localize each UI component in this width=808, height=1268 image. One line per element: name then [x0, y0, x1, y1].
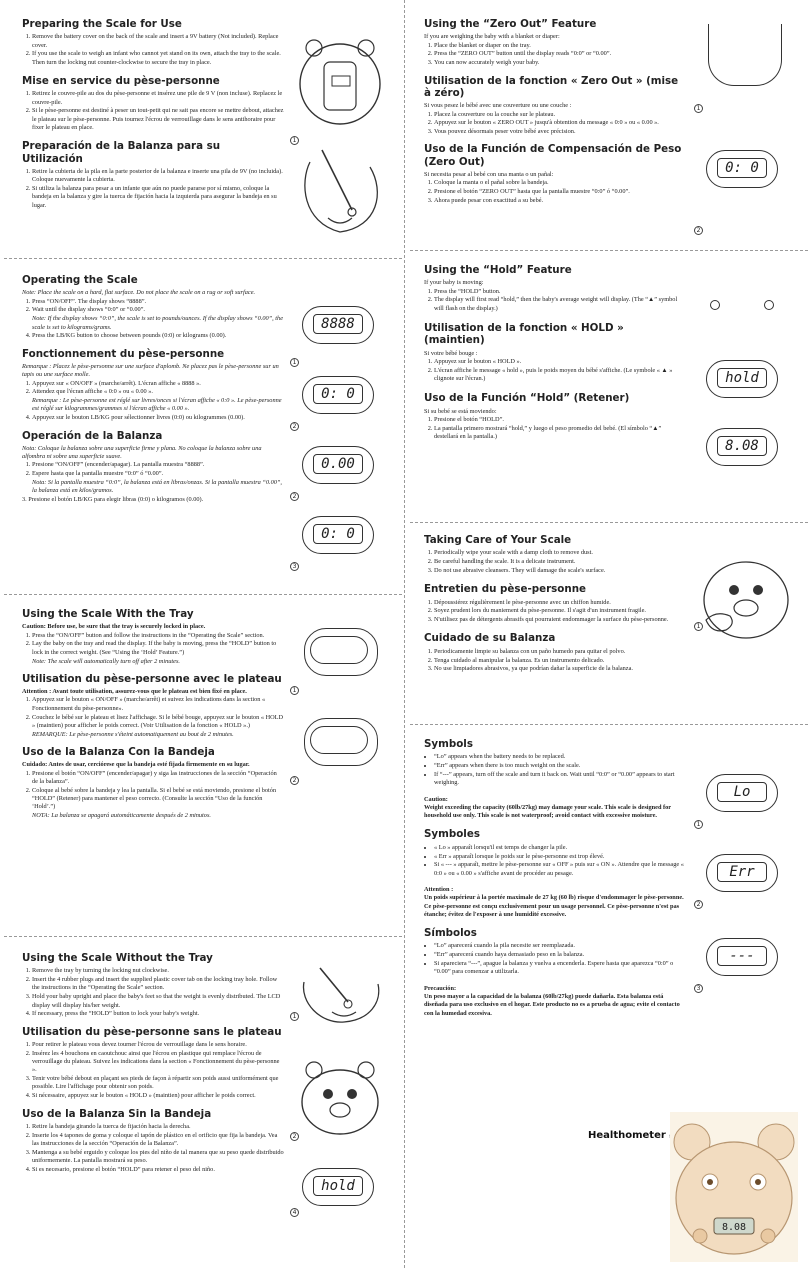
- tray-es-caution: Cuidado: Antes de usar, cerciórese que la bandeja esté fijada firmemente en su lugar.: [22, 761, 250, 769]
- symbols-es-title: Símbolos: [424, 927, 477, 940]
- cleaning-illustration: [694, 550, 794, 650]
- display-readout: hold: [313, 1176, 363, 1196]
- symbols-fr-title: Symboles: [424, 828, 480, 841]
- symbols-fr-caution: Un poids supérieur à la portée maximale de 27 kg (60 lb) risque d'endommager le pèse-personne. Ce pèse-personne est conçu exclusivement pour un usage personnel. Ce pèse-personne n'est pas étanche; évitez de l'exposer à une humidité excessive.: [424, 894, 684, 918]
- display-readout: 8.08: [717, 436, 767, 456]
- list-item: 3. Hold your baby upright and place the baby's feet so that the weight is evenly distributed. The LCD display will display his/her weight.: [32, 993, 284, 1010]
- display: [302, 516, 374, 554]
- display-readout: 0: 0: [717, 158, 767, 178]
- display-readout: 0.00: [313, 454, 363, 474]
- prep-fr-title: Mise en service du pèse-personne: [22, 75, 220, 88]
- hold-en-intro: If your baby is moving:: [424, 279, 484, 287]
- prep-es-steps: [22, 168, 284, 210]
- section-tray: [0, 604, 404, 932]
- tray-es-title: Uso de la Balanza Con la Bandeja: [22, 745, 215, 758]
- list-item: 1. Remove the battery cover on the back of the scale and insert a 9V battery (Not included). Replace cover.: [32, 33, 284, 50]
- display: [706, 938, 778, 976]
- list-item: 3. Do not use abrasive cleansers. They will damage the scale's surface.: [434, 567, 686, 575]
- display: [302, 1168, 374, 1206]
- list-item: 2. Lay the baby on the tray and read the display. If the baby is moving, press the “HOLD” button to lock in the correct weight. (See “Using the ‘Hold’ Feature.”): [32, 640, 284, 657]
- list-item: 4. Si es necesario, presione el botón “HOLD” para retener el peso del niño.: [32, 1166, 284, 1174]
- without-en-title: Using the Scale Without the Tray: [22, 952, 213, 964]
- list-item: 1. Press the “ON/OFF” button and follow the instructions in the “Operating the Scale” section.: [32, 632, 284, 640]
- figure-number: 2: [290, 776, 299, 785]
- display-readout: 0: 0: [313, 384, 363, 404]
- product-illustration: [670, 1112, 798, 1262]
- operating-en-note: Note: Place the scale on a hard, flat surface. Do not place the scale on a rug or soft surface.: [22, 289, 256, 297]
- figure-number: 1: [694, 104, 703, 113]
- operating-en-title: Operating the Scale: [22, 274, 138, 286]
- hold-fr-title: Utilisation de la fonction « HOLD » (maintien): [424, 322, 624, 347]
- display: [310, 726, 368, 754]
- tray-en-caution: Caution: Before use, be sure that the tray is securely locked in place.: [22, 623, 206, 631]
- zero-en-intro: If you are weighing the baby with a blanket or diaper:: [424, 33, 560, 41]
- list-item: 4. Press the LB/KG button to choose between pounds (0:0) or kilograms (0.00).: [32, 332, 284, 340]
- list-item: • “Lo” appears when the battery needs to be replaced.: [434, 753, 686, 761]
- list-item: 1. Retire la cubierta de la pila en la parte posterior de la balanza e inserte una pila de 9V (no incluida). Coloque nuevamente la cubierta.: [32, 168, 284, 185]
- cut-line: [4, 936, 402, 937]
- figure-number: 1: [694, 820, 703, 829]
- display: [706, 854, 778, 892]
- figure-number: 2: [290, 492, 299, 501]
- list-note: Note: If the display shows “0:0”, the scale is set to pounds/ounces. If the display shows “0.00”, the scale is set to kilograms/grams.: [32, 315, 283, 331]
- care-es-title: Cuidado de su Balanza: [424, 632, 556, 645]
- list-item: • Si « --- » apparaît, mettre le pèse-personne sur « OFF » puis sur « ON ». Attendre que le message « 0:0 » ou « 0.00 » s'affiche avant de procéder au pesage.: [434, 861, 686, 878]
- display-readout: 0: 0: [313, 524, 363, 544]
- list-item: 1. Presione “ON/OFF” (encender/apagar). La pantalla muestra “8888”.: [32, 461, 284, 469]
- display-readout: hold: [717, 368, 767, 388]
- list-item: 1. Placez la couverture ou la couche sur le plateau.: [434, 111, 686, 119]
- list-item: 1. Pour retirer le plateau vous devez tourner l'écrou de verrouillage dans le sens horaire.: [32, 1041, 284, 1049]
- list-item: 1. Appuyez sur « ON/OFF » (marche/arrêt). L'écran affiche « 8888 ».: [32, 380, 284, 388]
- display-readout: 8888: [313, 314, 363, 334]
- display-readout: Err: [717, 862, 767, 882]
- symbols-en-caution: Weight exceeding the capacity (60lb/27kg) may damage your scale. This scale is designed for household use only. This scale is not waterproof; avoid contact with excessive moisture.: [424, 803, 671, 820]
- figure-number: 4: [290, 1208, 299, 1217]
- list-item: 3. Vous pouvez désormais peser votre bébé avec précision.: [434, 128, 686, 136]
- prep-figures: [290, 32, 390, 247]
- figure-number: 1: [290, 358, 299, 367]
- cut-line: [410, 250, 808, 251]
- list-item: 2. La pantalla primero mostrará “hold,” y luego el peso promedio del bebé. (El símbolo “▲” destellará en la pantalla.): [434, 425, 686, 442]
- list-item: 2. Soyez prudent lors du maniement du pèse-personne. Il s'agit d'un instrument fragile.: [434, 607, 686, 615]
- list-item: 1. Retire la bandeja girando la tuerca de fijación hacia la derecha.: [32, 1123, 284, 1131]
- display: [302, 376, 374, 414]
- figure-number: 2: [290, 422, 299, 431]
- tray-illustration: [708, 24, 782, 86]
- list-item: 2. Wait until the display shows “0:0” or “0.00”.: [32, 306, 284, 314]
- display: [706, 360, 778, 398]
- cut-line: [4, 594, 402, 595]
- hold-button: [764, 300, 774, 310]
- figure-number: 1: [290, 686, 299, 695]
- list-item: 1. Presione el botón “HOLD”.: [434, 416, 686, 424]
- zero-en-title: Using the “Zero Out” Feature: [424, 18, 597, 30]
- list-note: Remarque : Le pèse-personne est réglé sur livres/onces si l'écran affiche « 0:0 ». Le pèse-personne est réglé sur kilogrammes/grammes si l'écran affiche « 0.00 ».: [32, 397, 282, 413]
- list-item: 1. Dépoussiérez régulièrement le pèse-personne avec un chiffon humide.: [434, 599, 686, 607]
- on-off-button: [710, 300, 720, 310]
- prep-es-title: Preparación de la Balanza para su Utilización: [22, 140, 221, 165]
- zero-fr-title: Utilisation de la fonction « Zero Out » (mise à zéro): [424, 74, 679, 99]
- cut-line: [410, 522, 808, 523]
- list-item: 3. Ahora puede pesar con exactitud a su bebé.: [434, 197, 686, 205]
- list-item: 1. Appuyez sur le bouton « HOLD ».: [434, 358, 686, 366]
- prep-en-title: Preparing the Scale for Use: [22, 18, 182, 30]
- operating-es-step3: 3. Presione el botón LB/KG para elegir libras (0:0) o kilogramos (0.00).: [22, 496, 204, 504]
- zero-es-intro: Si necesita pesar al bebé con una manta o un pañal:: [424, 171, 554, 179]
- list-item: 1. Coloque la manta o el pañal sobre la bandeja.: [434, 179, 686, 187]
- list-item: 1. Place the blanket or diaper on the tray.: [434, 42, 686, 50]
- list-item: 2. Couchez le bébé sur le plateau et lisez l'affichage. Si le bébé bouge, appuyez sur le bouton « HOLD » (maintien) pour afficher le poids correct. (Voir Utilisation de la fonction « HOLD ».): [32, 714, 284, 731]
- without-fr-title: Utilisation du pèse-personne sans le plateau: [22, 1025, 282, 1038]
- list-note: Nota: Si la pantalla muestra “0:0”, la balanza está en libras/onzas. Si la pantalla muestra “0.00”, la balanza está en kilos/gramos.: [32, 479, 282, 495]
- figure-number: 3: [290, 562, 299, 571]
- list-item: 3. Mantenga a su bebé erguido y coloque los pies del niño de tal manera que su peso quede distribuido uniformemente. La pantalla mostrará su peso.: [32, 1149, 284, 1166]
- operating-es-title: Operación de la Balanza: [22, 429, 163, 442]
- list-item: 1. Appuyez sur le bouton « ON/OFF » (marche/arrêt) et suivez les indications dans la section « Fonctionnement du pèse-personne».: [32, 696, 284, 713]
- hold-es-intro: Si su bebé se está moviendo:: [424, 407, 497, 415]
- list-item: 1. Presione el botón “ON/OFF” (encender/apagar) y siga las instrucciones de la sección “Operación de la balanza”.: [32, 770, 284, 787]
- figure-number: 3: [694, 984, 703, 993]
- list-item: • “Lo” aparecerá cuando la pila necesite ser reemplazada.: [434, 942, 686, 950]
- operating-fr-note: Remarque : Placez le pèse-personne sur une surface d'aplomb. Ne placez pas le pèse-personne sur un tapis ou une surface molle.: [22, 362, 279, 379]
- display: [706, 150, 778, 188]
- section-prep: [0, 14, 404, 254]
- without-es-title: Uso de la Balanza Sin la Bandeja: [22, 1107, 212, 1120]
- brand-name: Healthometer: [588, 1130, 666, 1141]
- list-item: 2. Presione el botón “ZERO OUT” hasta que la pantalla muestre “0:0” ó “0.00”.: [434, 188, 686, 196]
- prep-en-steps: [22, 33, 284, 67]
- list-item: 2. L'écran affiche le message « hold », puis le poids moyen du bébé s'affiche. (Le symbole « ▲ » clignote sur l'écran.): [434, 367, 686, 384]
- list-item: 4. Si nécessaire, appuyez sur le bouton « HOLD » (maintien) pour afficher le poids correct.: [32, 1092, 284, 1100]
- prep-fr-steps: [22, 90, 284, 132]
- figure-number: 2: [694, 900, 703, 909]
- tray-fr-title: Utilisation du pèse-personne avec le plateau: [22, 672, 282, 685]
- figure-number: 2: [694, 226, 703, 235]
- care-fr-title: Entretien du pèse-personne: [424, 583, 587, 596]
- cut-line: [4, 258, 402, 259]
- list-note: NOTA: La balanza se apagará automáticamente después de 2 minutos.: [32, 812, 211, 820]
- list-item: 2. The display will first read “hold,” then the baby's average weight will display. (The “▲” symbol will flash on the display.): [434, 296, 686, 313]
- section-without-tray: [0, 948, 404, 1266]
- list-item: 2. Tenga cuidado al manipular la balanza. Es un instrumento delicado.: [434, 657, 686, 665]
- list-item: 1. Periodicamente limpie su balanza con un paño humedo para quitar el polvo.: [434, 648, 686, 656]
- list-item: 3. N'utilisez pas de détergents abrasifs qui pourraient endommager la surface du pèse-personne.: [434, 616, 686, 624]
- symbols-fr-caution-label: Attention :: [424, 885, 454, 893]
- figure-number: 1: [290, 1012, 299, 1021]
- zero-es-title: Uso de la Función de Compensación de Peso (Zero Out): [424, 143, 682, 168]
- list-item: 3. Tenir votre bébé debout en plaçant ses pieds de façon à répartir son poids aussi uniformément que possible. Lire l'affichage pour obtenir son poids.: [32, 1075, 284, 1092]
- list-item: 2. Insert the 4 rubber plugs and insert the supplied plastic cover tab on the locking tray hole. Follow the instructions in the “Operating the Scale” section.: [32, 976, 284, 993]
- symbols-es-caution: Un peso mayor a la capacidad de la balanza (60lb/27kg) puede dañarla. Esta balanza está diseñada para uso exclusivo en el hogar. Este producto no es a prueba de agua; evite el contacto con la humedad excesiva.: [424, 992, 680, 1017]
- list-item: • If “---” appears, turn off the scale and turn it back on. Wait until “0:0” or “0.00” appears to start weighing.: [434, 771, 686, 788]
- section-operating: [0, 270, 404, 590]
- tray-fr-caution: Attention : Avant toute utilisation, assurez-vous que le plateau est bien fixé en place.: [22, 688, 247, 696]
- battery-illustration: [290, 32, 390, 242]
- symbols-en-caution-label: Caution:: [424, 795, 448, 803]
- list-item: 2. Press the “ZERO OUT” button until the display reads “0:0” or “0.00”.: [434, 50, 686, 58]
- list-item: 1. Press the “HOLD” button.: [434, 288, 686, 296]
- section-care: [404, 530, 808, 720]
- list-item: 2. Be careful handling the scale. It is a delicate instrument.: [434, 558, 686, 566]
- list-item: 2. Attendez que l'écran affiche « 0:0 » ou « 0.00 ».: [32, 388, 284, 396]
- product-display-readout: 8.08: [721, 1222, 747, 1233]
- cut-line: [410, 724, 808, 725]
- list-item: 3. No use limpiadores abrasivos, ya que podrían dañar la superficie de la balanza.: [434, 665, 686, 673]
- list-item: 1. Press “ON/OFF”. The display shows “8888”.: [32, 298, 284, 306]
- display: [706, 428, 778, 466]
- list-note: REMARQUE: Le pèse-personne s'éteint automatiquement au bout de 2 minutes.: [32, 730, 234, 738]
- care-en-title: Taking Care of Your Scale: [424, 534, 572, 546]
- list-item: 2. Si le pèse-personne est destiné à peser un tout-petit qui ne sait pas encore se mettre debout, attachez le plateau sur le pèse-personne. Puis tournez l'écrou de verrouillage dans le sens antihoraire pour fixer le plateau en place.: [32, 107, 284, 132]
- list-note: Note: The scale will automatically turn off after 2 minutes.: [32, 657, 180, 665]
- brand-area: [404, 1110, 808, 1266]
- list-item: 2. Si utiliza la balanza para pesar a un infante que aún no puede pararse por sí mismo, coloque la bandeja en la balanza y gire la tuerca de fijación hacia la izquierda para asegurar la bandeja en su lugar.: [32, 185, 284, 210]
- list-item: 2. Inserte los 4 tapones de goma y coloque el tapón de plástico en el orificio que fija la bandeja. Vea las instrucciones de la sección “Operación de la Balanza”.: [32, 1132, 284, 1149]
- hold-en-title: Using the “Hold” Feature: [424, 264, 572, 276]
- list-item: • « Lo » apparaît lorsqu'il est temps de changer la pile.: [434, 844, 686, 852]
- section-symbols: [404, 734, 808, 1114]
- right-column: [404, 0, 808, 1268]
- display: [706, 774, 778, 812]
- list-item: 2. Insérez les 4 bouchons en caoutchouc ainsi que l'écrou en plastique qui remplace l'écrou de verrouillage du plateau. Suivez les indications dans la section « Fonctionnement du pèse-personne ».: [32, 1050, 284, 1075]
- zero-fr-intro: Si vous pesez le bébé avec une couverture ou une couche :: [424, 102, 572, 110]
- display-readout: ---: [717, 946, 767, 966]
- display: [310, 636, 368, 664]
- list-item: 2. Espere hasta que la pantalla muestre “0:0” ó “0.00”.: [32, 470, 284, 478]
- list-item: • “Err” appears when there is too much weight on the scale.: [434, 762, 686, 770]
- scale-buttons: [706, 300, 778, 314]
- display-readout: Lo: [717, 782, 767, 802]
- list-item: 1. Periodically wipe your scale with a damp cloth to remove dust.: [434, 549, 686, 557]
- list-item: 2. Coloque al bebé sobre la bandeja y lea la pantalla. Si el bebé se está moviendo, presione el botón “HOLD” (Retener) para mantener el peso correcto. (Consulte la sección “Uso de la función ‘Hold’.”): [32, 787, 284, 812]
- list-item: 1. Retirez le couvre-pile au dos du pèse-personne et insérez une pile de 9 V (non incluse). Replacez le couvre-pile.: [32, 90, 284, 107]
- list-item: • Si apareciera “---”, apague la balanza y vuelva a encenderla. Espere hasta que aparezca “0:0” o “0.00” para comenzar a utilizarla.: [434, 960, 686, 977]
- tray-en-title: Using the Scale With the Tray: [22, 608, 194, 620]
- bear-scale-illustration: [290, 1058, 390, 1138]
- figure-number: 1: [694, 622, 703, 631]
- list-item: 2. Appuyez sur le bouton « ZERO OUT » jusqu'à obtention du message « 0:0 » ou « 0.00 ».: [434, 119, 686, 127]
- symbols-es-caution-label: Precaución:: [424, 984, 457, 992]
- symbols-en-title: Symbols: [424, 738, 473, 750]
- section-zero-out: [404, 14, 808, 246]
- operating-fr-title: Fonctionnement du pèse-personne: [22, 347, 225, 360]
- hold-fr-intro: Si votre bébé bouge :: [424, 349, 478, 357]
- list-item: • “Err” aparecerá cuando haya demasiado peso en la balanza.: [434, 951, 686, 959]
- figure-number: 2: [290, 1132, 299, 1141]
- list-item: 3. You can now accurately weigh your baby.: [434, 59, 686, 67]
- hold-es-title: Uso de la Función “Hold” (Retener): [424, 392, 630, 405]
- list-item: 4. Appuyez sur le bouton LB/KG pour sélectionner livres (0:0) ou kilogrammes (0.00).: [32, 414, 284, 422]
- display: [302, 446, 374, 484]
- list-item: 2. If you use the scale to weigh an infant who cannot yet stand on its own, attach the tray to the scale. Then turn the locking nut counter-clockwise to secure the tray in place.: [32, 50, 284, 67]
- display: [302, 306, 374, 344]
- figure-number: 1: [290, 136, 299, 145]
- section-hold: [404, 260, 808, 518]
- list-item: 4. If necessary, press the “HOLD” button to lock your baby's weight.: [32, 1010, 284, 1018]
- list-item: 1. Remove the tray by turning the locking nut clockwise.: [32, 967, 284, 975]
- list-item: • « Err » apparaît lorsque le poids sur le pèse-personne est trop élevé.: [434, 853, 686, 861]
- locking-nut-illustration: [290, 962, 390, 1032]
- operating-es-note: Nota: Coloque la balanza sobre una superficie firme y plana. No coloque la balanza sobre una alfombra ni sobre una superficie suave.: [22, 444, 262, 461]
